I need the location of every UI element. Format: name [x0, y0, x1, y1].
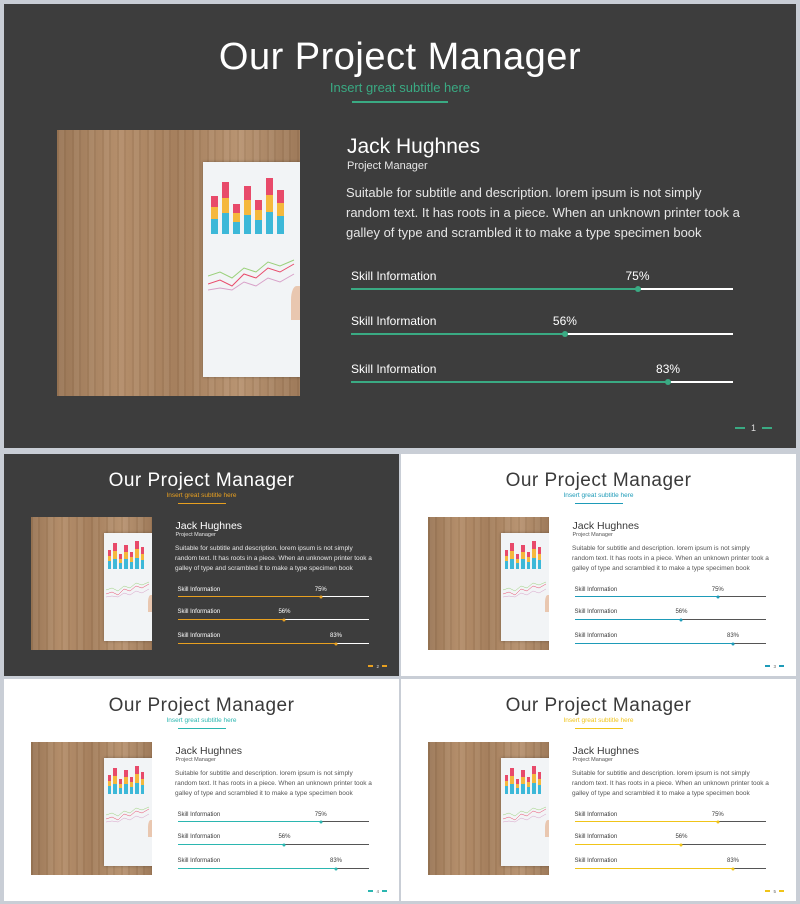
paper-bar-segment-image	[211, 196, 218, 207]
skill-progress-fill	[575, 868, 734, 869]
paper-bar-segment-image	[521, 545, 525, 552]
skill-row	[351, 362, 733, 382]
page-indicator	[368, 664, 387, 669]
paper-bar-image	[211, 196, 218, 234]
paper-bar-image	[532, 541, 536, 569]
person-description: Suitable for subtitle and description. lorem ipsum is not simply random text. It has roots in a piece. When an unknown printer took a galley of type and scrambled it to make a type specimen book	[175, 769, 372, 797]
paper-bar-segment-image	[113, 768, 117, 776]
paper-bar-segment-image	[124, 559, 128, 569]
page-number: 5	[773, 888, 776, 894]
skill-progress-knob	[283, 843, 286, 846]
paper-bar-segment-image	[538, 547, 542, 554]
page-dash-right	[762, 427, 772, 429]
paper-bar-segment-image	[505, 561, 509, 569]
paper-bar-image	[510, 543, 514, 569]
subtitle-underline	[178, 728, 226, 729]
skill-progress-knob	[680, 618, 683, 621]
paper-bar-segment-image	[135, 541, 139, 549]
paper-bar-segment-image	[233, 204, 240, 213]
skill-progress-track	[351, 333, 733, 335]
skill-label: Skill Information	[574, 811, 618, 818]
person-role: Project Manager	[175, 757, 216, 763]
paper-bar-segment-image	[124, 777, 128, 784]
skill-progress-fill	[178, 844, 285, 845]
skill-row	[178, 633, 369, 643]
paper-line-image	[503, 582, 546, 591]
paper-bar-image	[255, 200, 262, 234]
paper-bar-image	[527, 552, 531, 569]
subtitle-underline	[352, 101, 448, 103]
report-paper-image	[501, 758, 550, 866]
paper-line-chart-image	[106, 579, 151, 599]
paper-bar-image	[108, 550, 112, 569]
paper-line-chart-image	[208, 254, 298, 294]
slide-thumb-dark-orange[interactable]	[4, 454, 399, 676]
paper-bar-segment-image	[113, 551, 117, 559]
paper-bar-segment-image	[510, 551, 514, 559]
skill-progress-track	[178, 868, 369, 869]
paper-bar-segment-image	[244, 200, 251, 214]
paper-bar-image	[135, 766, 139, 794]
skill-label: Skill Information	[351, 314, 437, 328]
skill-progress-fill	[575, 596, 718, 597]
skill-percent: 83%	[656, 362, 681, 376]
paper-bar-segment-image	[521, 777, 525, 784]
paper-bar-segment-image	[141, 779, 145, 786]
paper-bar-segment-image	[233, 222, 240, 234]
slide-title: Our Project Manager	[505, 695, 692, 716]
skill-progress-fill	[351, 381, 668, 383]
paper-bar-chart-image	[211, 178, 284, 234]
skill-percent: 83%	[330, 633, 343, 639]
skill-progress-track	[178, 619, 369, 620]
skill-progress-knob	[680, 843, 683, 846]
skill-row	[351, 269, 733, 289]
subtitle-underline	[575, 503, 623, 504]
paper-bar-image	[521, 770, 525, 794]
skill-progress-knob	[665, 379, 671, 385]
page-number: 4	[376, 888, 379, 894]
page-number: 3	[773, 663, 776, 669]
subtitle-underline	[178, 503, 226, 504]
paper-bar-image	[108, 775, 112, 794]
person-description: Suitable for subtitle and description. lorem ipsum is not simply random text. It has roots in a piece. When an unknown printer took a galley of type and scrambled it to make a type specimen book	[572, 769, 769, 797]
paper-bar-segment-image	[211, 219, 218, 234]
paper-bar-segment-image	[124, 784, 128, 794]
paper-bar-image	[521, 545, 525, 569]
paper-bar-segment-image	[119, 563, 123, 569]
hand-image	[148, 820, 153, 837]
paper-bar-image	[505, 775, 509, 794]
skill-progress-knob	[335, 642, 338, 645]
paper-line-image	[106, 807, 149, 816]
skill-row	[575, 633, 766, 643]
project-photo	[57, 130, 300, 396]
skill-progress-fill	[351, 333, 565, 335]
skill-percent: 56%	[278, 834, 291, 840]
slide-main[interactable]	[4, 4, 796, 448]
paper-bar-segment-image	[255, 200, 262, 210]
skill-progress-fill	[178, 596, 321, 597]
paper-bar-segment-image	[141, 785, 145, 794]
paper-bar-segment-image	[532, 549, 536, 557]
skill-label: Skill Information	[177, 609, 221, 615]
skill-progress-track	[178, 821, 369, 822]
skill-percent: 56%	[675, 834, 688, 840]
paper-bar-segment-image	[113, 784, 117, 794]
paper-bar-image	[130, 777, 134, 794]
paper-bar-chart-image	[108, 541, 145, 569]
report-paper-image	[501, 533, 550, 641]
skill-row	[178, 587, 369, 597]
skill-progress-track	[178, 596, 369, 597]
skill-percent: 83%	[727, 633, 740, 639]
project-photo	[31, 517, 153, 650]
paper-bar-image	[538, 547, 542, 569]
paper-bar-image	[277, 190, 284, 234]
person-description: Suitable for subtitle and description. lorem ipsum is not simply random text. It has roots in a piece. When an unknown printer took a galley of type and scrambled it to make a type specimen book	[175, 544, 372, 572]
paper-bar-segment-image	[510, 768, 514, 776]
paper-bar-segment-image	[113, 543, 117, 551]
paper-bar-segment-image	[244, 186, 251, 200]
report-paper-image	[104, 533, 153, 641]
paper-bar-segment-image	[538, 560, 542, 569]
slide-subtitle: Insert great subtitle here	[329, 80, 471, 95]
paper-bar-image	[266, 178, 273, 234]
project-photo	[428, 517, 550, 650]
page-dash-right	[779, 665, 784, 667]
paper-bar-segment-image	[510, 784, 514, 794]
skill-progress-knob	[335, 867, 338, 870]
paper-bar-segment-image	[532, 541, 536, 549]
project-photo	[31, 742, 153, 875]
person-role: Project Manager	[347, 160, 428, 172]
paper-bar-segment-image	[141, 547, 145, 554]
paper-bar-segment-image	[119, 788, 123, 794]
skill-progress-fill	[178, 868, 337, 869]
slide-thumb-light-yellow[interactable]	[401, 679, 796, 901]
skill-row	[178, 812, 369, 822]
skill-percent: 56%	[278, 609, 291, 615]
page-indicator	[735, 423, 772, 433]
skill-row	[178, 834, 369, 844]
page-dash-left	[735, 427, 745, 429]
paper-bar-image	[527, 777, 531, 794]
page-dash-left	[765, 665, 770, 667]
paper-bar-image	[233, 204, 240, 234]
paper-bar-segment-image	[266, 178, 273, 195]
skill-label: Skill Information	[574, 586, 618, 593]
paper-bar-image	[516, 779, 520, 794]
person-description: Suitable for subtitle and description. lorem ipsum is not simply random text. It has roots in a piece. When an unknown printer took a galley of type and scrambled it to make a type specimen book	[346, 185, 740, 241]
person-role: Project Manager	[572, 532, 613, 538]
skill-label: Skill Information	[574, 633, 618, 639]
skill-label: Skill Information	[177, 858, 221, 864]
skill-percent: 56%	[675, 609, 688, 615]
paper-bar-segment-image	[233, 213, 240, 222]
paper-bar-segment-image	[532, 558, 536, 569]
page-indicator	[765, 664, 784, 669]
paper-bar-segment-image	[266, 212, 273, 234]
paper-bar-image	[532, 766, 536, 794]
skill-progress-knob	[732, 642, 735, 645]
paper-bar-image	[119, 779, 123, 794]
paper-line-chart-image	[503, 804, 548, 824]
skill-progress-track	[178, 643, 369, 644]
paper-bar-image	[141, 772, 145, 794]
skill-row	[575, 834, 766, 844]
paper-bar-segment-image	[113, 559, 117, 569]
paper-bar-image	[222, 182, 229, 234]
skill-progress-track	[575, 596, 766, 597]
hand-image	[545, 595, 550, 612]
skill-progress-fill	[575, 844, 682, 845]
page-dash-left	[368, 665, 373, 667]
skill-progress-track	[351, 288, 733, 290]
skill-progress-fill	[575, 619, 682, 620]
paper-bar-segment-image	[130, 562, 134, 569]
page-indicator	[765, 889, 784, 894]
skill-percent: 75%	[314, 586, 327, 593]
person-name: Jack Hughnes	[175, 744, 243, 757]
person-name: Jack Hughnes	[572, 519, 640, 532]
person-name: Jack Hughnes	[572, 744, 640, 757]
paper-bar-segment-image	[527, 787, 531, 794]
slide-thumb-light-blue[interactable]	[401, 454, 796, 676]
paper-bar-segment-image	[277, 216, 284, 234]
paper-bar-image	[124, 770, 128, 794]
slide-subtitle: Insert great subtitle here	[166, 492, 237, 499]
slide-thumb-light-teal[interactable]	[4, 679, 399, 901]
skill-progress-fill	[178, 643, 337, 644]
person-name: Jack Hughnes	[175, 519, 243, 532]
paper-bar-segment-image	[124, 552, 128, 559]
paper-bar-image	[130, 552, 134, 569]
paper-bar-segment-image	[222, 198, 229, 214]
paper-bar-segment-image	[211, 207, 218, 218]
hand-image	[545, 820, 550, 837]
skill-label: Skill Information	[177, 586, 221, 593]
skill-row	[351, 314, 733, 334]
paper-bar-segment-image	[538, 772, 542, 779]
paper-bar-segment-image	[141, 554, 145, 561]
paper-bar-segment-image	[510, 559, 514, 569]
skill-label: Skill Information	[574, 609, 618, 615]
paper-bar-segment-image	[538, 779, 542, 786]
paper-bar-image	[113, 543, 117, 569]
paper-bar-segment-image	[266, 195, 273, 212]
paper-bar-segment-image	[124, 545, 128, 552]
paper-line-image	[503, 584, 546, 595]
paper-bar-segment-image	[277, 203, 284, 216]
skill-label: Skill Information	[177, 633, 221, 639]
page-dash-right	[382, 665, 387, 667]
skill-progress-fill	[178, 619, 285, 620]
skill-progress-track	[575, 868, 766, 869]
skill-progress-track	[575, 643, 766, 644]
paper-bar-chart-image	[505, 766, 542, 794]
paper-line-image	[208, 264, 294, 286]
person-role: Project Manager	[175, 532, 216, 538]
page-number: 2	[376, 663, 379, 669]
skill-progress-knob	[562, 331, 568, 337]
paper-bar-image	[510, 768, 514, 794]
paper-bar-segment-image	[538, 785, 542, 794]
paper-bar-segment-image	[527, 562, 531, 569]
paper-bar-segment-image	[255, 210, 262, 220]
slide-title: Our Project Manager	[108, 470, 295, 491]
skill-label: Skill Information	[351, 362, 437, 376]
skill-percent: 83%	[727, 858, 740, 864]
skill-row	[575, 609, 766, 619]
skill-progress-knob	[635, 286, 641, 292]
paper-bar-segment-image	[510, 543, 514, 551]
paper-bar-segment-image	[108, 561, 112, 569]
paper-line-chart-image	[503, 579, 548, 599]
skill-row	[575, 587, 766, 597]
page-dash-left	[765, 890, 770, 892]
skill-row	[575, 858, 766, 868]
skill-label: Skill Information	[177, 811, 221, 818]
paper-bar-segment-image	[277, 190, 284, 203]
paper-bar-image	[124, 545, 128, 569]
skill-progress-track	[351, 381, 733, 383]
paper-bar-image	[135, 541, 139, 569]
skill-percent: 75%	[711, 811, 724, 818]
paper-bar-image	[244, 186, 251, 234]
paper-line-image	[106, 809, 149, 820]
paper-bar-segment-image	[516, 788, 520, 794]
paper-bar-segment-image	[222, 213, 229, 234]
slide-title: Our Project Manager	[108, 695, 295, 716]
paper-bar-segment-image	[108, 786, 112, 794]
skill-label: Skill Information	[351, 269, 437, 283]
skill-progress-fill	[178, 821, 321, 822]
paper-bar-segment-image	[130, 787, 134, 794]
skill-progress-knob	[319, 596, 322, 599]
paper-line-image	[106, 584, 149, 595]
paper-line-image	[503, 809, 546, 820]
skill-progress-knob	[283, 618, 286, 621]
skill-progress-knob	[716, 596, 719, 599]
skill-row	[178, 858, 369, 868]
paper-bar-segment-image	[135, 549, 139, 557]
skill-percent: 56%	[552, 314, 577, 328]
report-paper-image	[104, 758, 153, 866]
paper-bar-image	[119, 554, 123, 569]
paper-bar-segment-image	[521, 784, 525, 794]
paper-line-chart-image	[106, 804, 151, 824]
paper-bar-image	[141, 547, 145, 569]
paper-bar-segment-image	[135, 774, 139, 782]
paper-bar-segment-image	[141, 772, 145, 779]
paper-bar-segment-image	[538, 554, 542, 561]
skill-progress-track	[575, 821, 766, 822]
page-dash-left	[368, 890, 373, 892]
page-dash-right	[779, 890, 784, 892]
paper-line-image	[106, 582, 149, 591]
project-photo	[428, 742, 550, 875]
skill-row	[178, 609, 369, 619]
paper-bar-segment-image	[222, 182, 229, 198]
paper-bar-image	[516, 554, 520, 569]
paper-bar-segment-image	[244, 215, 251, 234]
paper-bar-segment-image	[135, 783, 139, 794]
skill-percent: 83%	[330, 858, 343, 864]
report-paper-image	[203, 162, 300, 377]
skill-progress-fill	[575, 643, 734, 644]
paper-bar-image	[505, 550, 509, 569]
paper-bar-segment-image	[135, 558, 139, 569]
slide-subtitle: Insert great subtitle here	[166, 717, 237, 724]
paper-bar-segment-image	[113, 776, 117, 784]
skill-label: Skill Information	[574, 858, 618, 864]
skill-row	[575, 812, 766, 822]
slide-subtitle: Insert great subtitle here	[563, 717, 634, 724]
hand-image	[291, 286, 300, 320]
skill-progress-knob	[716, 821, 719, 824]
paper-bar-segment-image	[532, 774, 536, 782]
skill-label: Skill Information	[574, 834, 618, 840]
slide-title: Our Project Manager	[218, 36, 582, 78]
skill-label: Skill Information	[177, 834, 221, 840]
skill-progress-track	[575, 619, 766, 620]
paper-line-image	[208, 260, 294, 278]
paper-bar-chart-image	[108, 766, 145, 794]
person-name: Jack Hughnes	[347, 135, 481, 158]
paper-bar-segment-image	[255, 220, 262, 234]
subtitle-underline	[575, 728, 623, 729]
paper-bar-chart-image	[505, 541, 542, 569]
paper-bar-image	[538, 772, 542, 794]
person-role: Project Manager	[572, 757, 613, 763]
slide-title: Our Project Manager	[505, 470, 692, 491]
skill-progress-track	[575, 844, 766, 845]
skill-progress-fill	[351, 288, 638, 290]
paper-bar-image	[113, 768, 117, 794]
paper-bar-segment-image	[505, 786, 509, 794]
paper-line-image	[503, 807, 546, 816]
page-indicator	[368, 889, 387, 894]
slide-subtitle: Insert great subtitle here	[563, 492, 634, 499]
skill-progress-knob	[319, 821, 322, 824]
skill-percent: 75%	[711, 586, 724, 593]
page-number: 1	[750, 423, 756, 433]
paper-bar-segment-image	[521, 552, 525, 559]
skill-progress-track	[178, 844, 369, 845]
paper-bar-segment-image	[521, 559, 525, 569]
paper-bar-segment-image	[141, 560, 145, 569]
paper-bar-segment-image	[510, 776, 514, 784]
paper-bar-segment-image	[135, 766, 139, 774]
skill-percent: 75%	[314, 811, 327, 818]
paper-bar-segment-image	[521, 770, 525, 777]
person-description: Suitable for subtitle and description. lorem ipsum is not simply random text. It has roots in a piece. When an unknown printer took a galley of type and scrambled it to make a type specimen book	[572, 544, 769, 572]
paper-bar-segment-image	[124, 770, 128, 777]
paper-bar-segment-image	[516, 563, 520, 569]
hand-image	[148, 595, 153, 612]
page-dash-right	[382, 890, 387, 892]
paper-bar-segment-image	[532, 766, 536, 774]
skill-percent: 75%	[625, 269, 650, 283]
paper-bar-segment-image	[532, 783, 536, 794]
skill-progress-knob	[732, 867, 735, 870]
skill-progress-fill	[575, 821, 718, 822]
